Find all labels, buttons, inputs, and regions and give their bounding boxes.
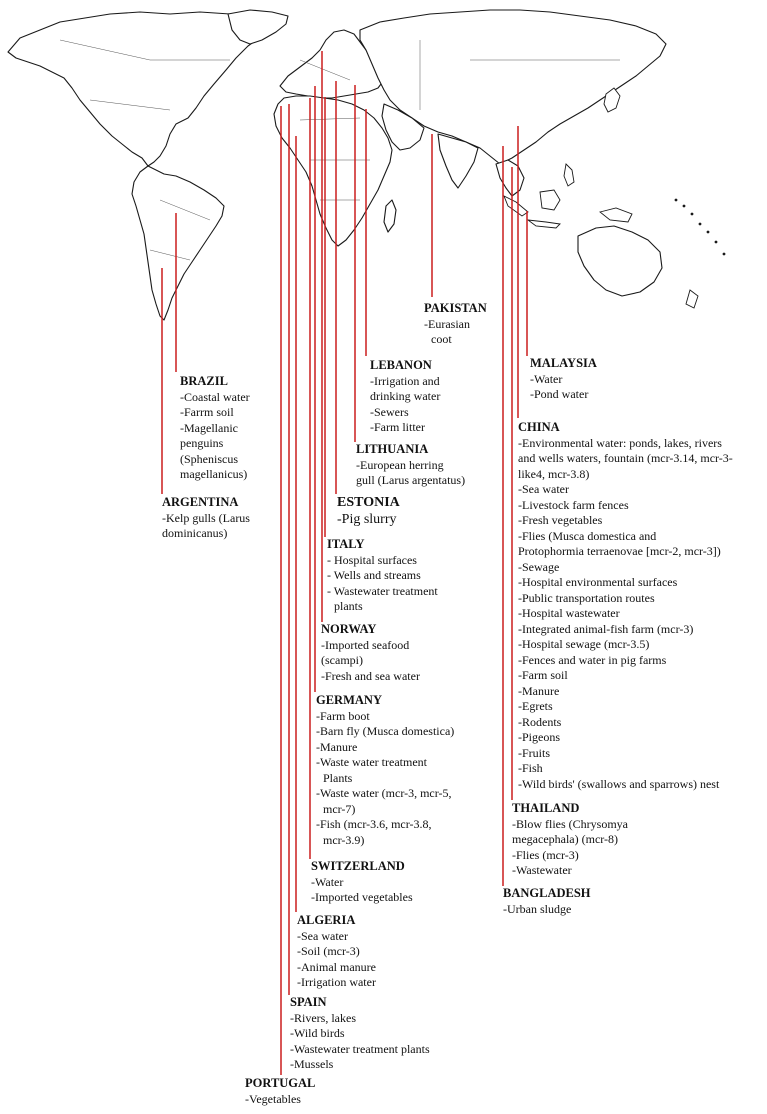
algeria-source-item: -Sea water — [297, 928, 348, 943]
china-source-item: Protophormia terraenovae [mcr-2, mcr-3]) — [518, 544, 721, 558]
germany-source-item: -Manure — [316, 739, 358, 754]
label-germany — [316, 693, 454, 848]
label-italy — [327, 537, 438, 615]
norway-source-item: -Imported seafood — [321, 637, 410, 652]
italy-source-item: - Hospital surfaces — [327, 552, 417, 567]
germany-source-item: -Fish (mcr-3.6, mcr-3.8, — [316, 817, 432, 831]
brazil-source-item: (Spheniscus — [180, 451, 238, 466]
label-pakistan — [424, 301, 487, 348]
china-source-item: -Manure — [518, 683, 560, 698]
malaysia-country-name: MALAYSIA — [530, 356, 597, 370]
pakistan-country-name: PAKISTAN — [424, 301, 487, 315]
landmass-australia — [578, 226, 662, 296]
china-source-item: and wells waters, fountain (mcr-3.14, mcr-3- — [518, 451, 733, 465]
algeria-source-item: -Irrigation water — [297, 975, 376, 989]
china-source-item: -Farm soil — [518, 668, 568, 682]
spain-country-name: SPAIN — [290, 995, 327, 1009]
germany-source-item: -Waste water treatment — [316, 755, 427, 769]
label-brazil — [180, 374, 250, 483]
thailand-country-name: THAILAND — [512, 801, 580, 815]
landmass-philippines — [564, 164, 574, 186]
germany-source-item: -Farm boot — [316, 708, 370, 723]
lithuania-source-item: -European herring — [356, 457, 444, 472]
china-source-item: -Integrated animal-fish farm (mcr-3) — [518, 621, 694, 636]
label-thailand — [512, 801, 628, 879]
algeria-source-item: -Animal manure — [297, 959, 376, 974]
label-lithuania — [356, 442, 465, 489]
label-norway — [321, 622, 420, 684]
china-source-item: -Flies (Musca domestica and — [518, 528, 657, 543]
norway-source-item: -Fresh and sea water — [321, 668, 420, 683]
china-source-item: -Fresh vegetables — [518, 513, 603, 527]
portugal-source-item: -Vegetables — [245, 1091, 301, 1106]
portugal-country-name: PORTUGAL — [245, 1076, 316, 1090]
landmass-borneo — [540, 190, 560, 210]
argentina-source-item: dominicanus) — [162, 526, 228, 540]
pacific-islands — [675, 199, 726, 256]
norway-country-name: NORWAY — [321, 622, 377, 636]
brazil-source-item: -Magellanic — [180, 420, 238, 435]
label-algeria — [297, 913, 376, 991]
lebanon-source-item: -Irrigation and — [370, 373, 440, 388]
thailand-source-item: -Wastewater — [512, 863, 572, 877]
label-bangladesh — [503, 886, 591, 917]
lithuania-source-item: gull (Larus argentatus) — [356, 473, 466, 487]
label-lebanon — [370, 358, 440, 436]
china-source-item: like4, mcr-3.8) — [518, 466, 590, 481]
bangladesh-country-name: BANGLADESH — [503, 886, 591, 900]
pakistan-source-item: -Eurasian — [424, 316, 470, 331]
germany-source-item: Plants — [323, 770, 353, 785]
landmass-madagascar — [384, 200, 396, 232]
china-source-item: -Hospital wastewater — [518, 606, 620, 620]
lithuania-country-name: LITHUANIA — [356, 442, 429, 456]
china-source-item: -Hospital environmental surfaces — [518, 575, 678, 589]
china-source-item: -Livestock farm fences — [518, 497, 629, 512]
lebanon-source-item: drinking water — [370, 389, 441, 403]
lebanon-source-item: -Farm litter — [370, 420, 425, 434]
china-source-item: -Environmental water: ponds, lakes, rivers — [518, 435, 722, 450]
landmass-java — [528, 220, 560, 228]
italy-country-name: ITALY — [327, 537, 365, 551]
landmass-africa — [274, 96, 392, 246]
china-source-item: -Sewage — [518, 559, 560, 574]
brazil-source-item: -Coastal water — [180, 389, 250, 404]
malaysia-source-item: -Water — [530, 371, 563, 386]
landmass-southeast-asia — [496, 160, 524, 196]
label-argentina — [162, 495, 250, 542]
landmass-south-america — [132, 166, 224, 320]
label-china — [518, 420, 733, 792]
landmass-new-zealand — [686, 290, 698, 308]
switzerland-source-item: -Water — [311, 874, 344, 889]
label-estonia — [337, 495, 400, 529]
china-source-item: -Fruits — [518, 745, 551, 760]
brazil-country-name: BRAZIL — [180, 374, 228, 388]
germany-country-name: GERMANY — [316, 693, 382, 707]
china-source-item: -Wild birds' (swallows and sparrows) nest — [518, 776, 720, 791]
brazil-source-item: penguins — [180, 436, 224, 450]
landmass-new-guinea — [600, 208, 632, 222]
china-source-item: -Fish — [518, 761, 543, 775]
thailand-source-item: megacephala) (mcr-8) — [512, 832, 619, 846]
spain-source-item: -Wild birds — [290, 1026, 345, 1040]
germany-source-item: -Barn fly (Musca domestica) — [316, 724, 455, 738]
spain-source-item: -Wastewater treatment plants — [290, 1041, 430, 1056]
china-source-item: -Rodents — [518, 714, 562, 729]
label-malaysia — [530, 356, 597, 403]
lebanon-source-item: -Sewers — [370, 404, 409, 419]
lebanon-country-name: LEBANON — [370, 358, 432, 372]
argentina-source-item: -Kelp gulls (Larus — [162, 510, 250, 525]
spain-source-item: -Mussels — [290, 1057, 334, 1071]
china-source-item: -Pigeons — [518, 730, 560, 744]
malaysia-source-item: -Pond water — [530, 387, 589, 401]
germany-source-item: mcr-3.9) — [323, 832, 365, 847]
thailand-source-item: -Blow flies (Chrysomya — [512, 816, 628, 831]
switzerland-country-name: SWITZERLAND — [311, 859, 405, 873]
estonia-country-name: ESTONIA — [337, 495, 400, 510]
china-country-name: CHINA — [518, 420, 560, 434]
brazil-source-item: -Farrm soil — [180, 405, 234, 419]
brazil-source-item: magellanicus) — [180, 467, 248, 481]
germany-source-item: -Waste water (mcr-3, mcr-5, — [316, 786, 452, 800]
estonia-source-item: -Pig slurry — [337, 511, 397, 527]
landmass-sumatra — [504, 196, 528, 216]
thailand-source-item: -Flies (mcr-3) — [512, 847, 579, 862]
china-source-item: -Public transportation routes — [518, 590, 655, 605]
algeria-source-item: -Soil (mcr-3) — [297, 944, 360, 958]
china-source-item: -Hospital sewage (mcr-3.5) — [518, 637, 650, 651]
italy-source-item: plants — [334, 599, 363, 613]
label-portugal — [245, 1076, 315, 1107]
argentina-country-name: ARGENTINA — [162, 495, 239, 509]
label-switzerland — [311, 859, 413, 906]
china-source-item: -Egrets — [518, 699, 553, 713]
algeria-country-name: ALGERIA — [297, 913, 356, 927]
italy-source-item: - Wastewater treatment — [327, 583, 438, 598]
switzerland-source-item: -Imported vegetables — [311, 890, 413, 904]
china-source-item: -Fences and water in pig farms — [518, 652, 667, 667]
china-source-item: -Sea water — [518, 482, 569, 496]
norway-source-item: (scampi) — [321, 653, 363, 667]
pakistan-source-item: coot — [431, 332, 452, 346]
germany-source-item: mcr-7) — [323, 801, 356, 816]
bangladesh-source-item: -Urban sludge — [503, 901, 572, 916]
label-spain — [290, 995, 430, 1073]
italy-source-item: - Wells and streams — [327, 568, 421, 582]
spain-source-item: -Rivers, lakes — [290, 1010, 356, 1025]
